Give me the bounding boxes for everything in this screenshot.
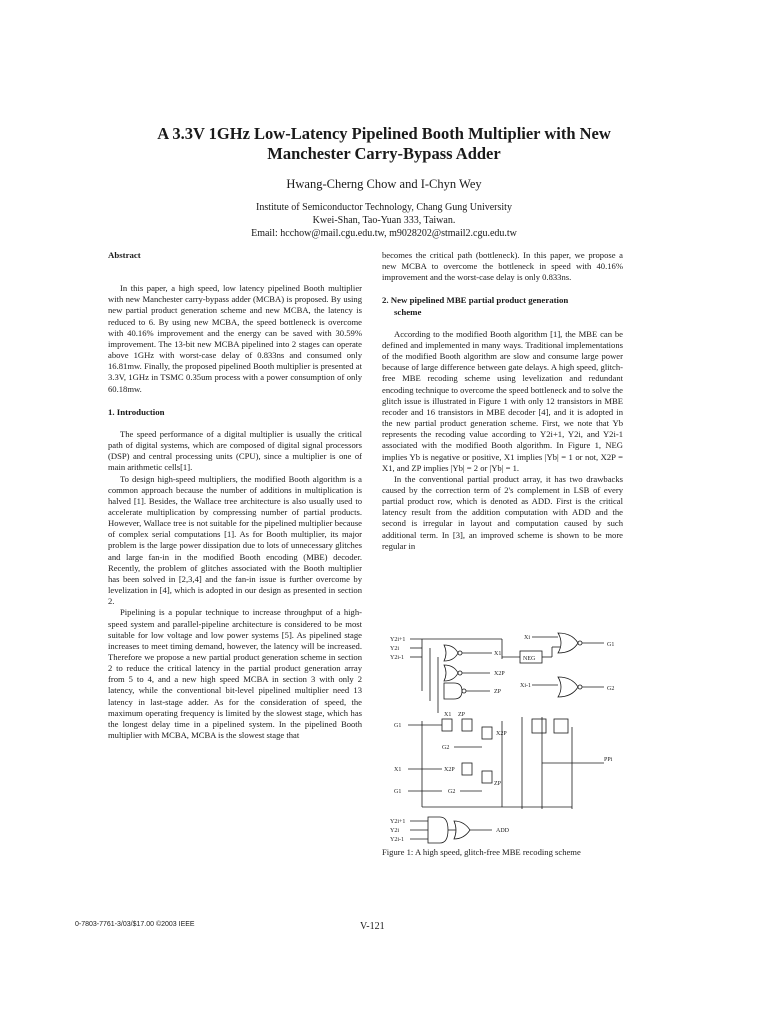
label-pp: PPi — [604, 757, 613, 763]
xnor-gate — [444, 645, 458, 661]
intro-paragraph-1: The speed performance of a digital multiplier is usually the critical path of digital systems, which are composed of digital signal processors (DSP) and central processing units (CPU), since a multiplier is one of main arithmetic cells[1]. — [108, 428, 362, 473]
label-zp-net: ZP — [458, 712, 466, 718]
x2p-gate — [444, 665, 458, 681]
label-xi: Xi — [524, 635, 530, 641]
intro-continuation: becomes the critical path (bottleneck). In this paper, we propose a new MCBA to overcome the bottleneck in speed with 40.16% improvement and the worst-case delay is only 0.833ns. — [382, 250, 623, 283]
label-y2im1-add: Y2i-1 — [390, 837, 404, 843]
label-y2i-add: Y2i — [390, 828, 399, 834]
mbe-recoding-schematic — [382, 631, 628, 845]
affiliation — [80, 201, 688, 240]
label-x1-lower: X1 — [394, 767, 402, 773]
label-g2-net: G2 — [442, 745, 450, 751]
label-x2p-net: X2P — [496, 731, 507, 737]
g2-gate — [558, 677, 578, 697]
figure-1-circuit — [382, 631, 628, 845]
inverter-bubble — [458, 651, 462, 655]
zp-bubble — [462, 689, 466, 693]
abstract-heading: Abstract — [108, 250, 141, 260]
label-neg: NEG — [523, 656, 536, 662]
label-g1-lower: G1 — [394, 789, 402, 795]
label-y2i1: Y2i+1 — [390, 637, 406, 643]
label-x2p: X2P — [494, 671, 505, 677]
section2-heading-line-1: 2. New pipelined MBE partial product generation — [382, 295, 569, 306]
transistor-2 — [462, 719, 472, 731]
intro-heading: 1. Introduction — [108, 406, 165, 417]
affiliation-line-2: Kwei-Shan, Tao-Yuan 333, Taiwan. — [312, 215, 456, 226]
label-y2i: Y2i — [390, 646, 399, 652]
label-x1-net: X1 — [444, 712, 452, 718]
label-zp: ZP — [494, 689, 502, 695]
transistor-6 — [462, 763, 472, 775]
label-y2i1-add: Y2i+1 — [390, 819, 406, 825]
label-xim1: Xi-1 — [520, 683, 531, 689]
g1-bubble — [578, 641, 582, 645]
section2-heading — [382, 295, 623, 317]
right-column — [382, 250, 623, 552]
zp-gate — [444, 683, 462, 699]
transistor-3 — [482, 727, 492, 739]
transistor-4 — [532, 719, 546, 733]
add-and-gate — [428, 817, 448, 843]
label-y2im1: Y2i-1 — [390, 655, 404, 661]
x2p-bubble — [458, 671, 462, 675]
figure-1-caption: Figure 1: A high speed, glitch-free MBE recoding scheme — [382, 847, 581, 857]
g2-bubble — [578, 685, 582, 689]
label-g2-lower: G2 — [448, 789, 456, 795]
title-line-1: A 3.3V 1GHz Low-Latency Pipelined Booth Multiplier with New — [157, 124, 611, 143]
label-g1-net: G1 — [394, 723, 402, 729]
title-line-2: Manchester Carry-Bypass Adder — [267, 144, 501, 163]
label-x2p-lower: X2P — [444, 767, 455, 773]
transistor-5 — [554, 719, 568, 733]
affiliation-email: Email: hcchow@mail.cgu.edu.tw, m9028202@stmail2.cgu.edu.tw — [251, 228, 517, 239]
label-g2: G2 — [607, 686, 615, 692]
paper-title — [80, 124, 688, 164]
label-x1: X1 — [494, 651, 502, 657]
add-or-gate — [454, 821, 470, 839]
page-number: V-121 — [360, 921, 385, 932]
transistor-1 — [442, 719, 452, 731]
intro-paragraph-2: To design high-speed multipliers, the modified Booth algorithm is a common approach because the number of additions in multiplication is halved [1]. Besides, the Wallace tree architecture is also usually used to accelerate multiplication by compressing number of partial products. However, Wallace tree is not suitable for the pipelined multiplier because of complex serial computations [1]. As for Booth multiplier, its major problem is the large power dissipation due to lots of unnecessary glitches and large fan-in in the modified Booth encoding (MBE) decoder. Recently, the problem of glitches associated with the Booth multiplier has been solved in [2,3,4] and the fan-in issue is further overcome by levelization in [4], which is adopted in our design as presented in section 2. — [108, 473, 362, 607]
section2-paragraph-2: In the conventional partial product array, it has two drawbacks caused by the correction term of 2's complement in LSB of every partial product row, which is denoted as ADD. First is the critical latency result from the addition computation with ADD and the second is irregular in layout and computation caused by such additional term. In [3], an improved scheme is shown to be more regular in — [382, 473, 623, 551]
transistor-7 — [482, 771, 492, 783]
g1-gate — [558, 633, 578, 653]
affiliation-line-1: Institute of Semiconductor Technology, Chang Gung University — [256, 202, 512, 213]
intro-paragraph-3: Pipelining is a popular technique to increase throughput of a high-speed system and parallel-pipeline architecture is considered to be most suitable for low voltage and low power systems [5]. As pipelined stage increases to meet timing demand, however, the latency will be increased. Therefore we propose a new partial product generation scheme in section 2 to reduce the critical latency in the partial product generation array from 5 to 4, and a new high speed MCBA in section 3 with only 2 latency, while the conventional bit-level pipelined multiplier need 13 latency in last-stage adder. As for the consideration of speed, the maximum operating frequency is limited by the slowest stage, which has the longest delay time in a pipelined system. In the pipelined Booth multiplier with MCBA, MCBA is the slowest stage that — [108, 607, 362, 741]
label-add: ADD — [496, 828, 509, 834]
label-zp-lower: ZP — [494, 781, 502, 787]
section2-heading-line-2: scheme — [394, 306, 422, 317]
left-column — [108, 250, 362, 741]
label-g1: G1 — [607, 642, 615, 648]
section2-paragraph-1: According to the modified Booth algorithm [1], the MBE can be defined and implemented in many ways. Traditional implementations of the modified Booth algorithm are slow and consume large power because of large difference between gate delays. A high speed, glitch-free MBE recoding scheme using levelization and redundant encoding technique to overcome the speed bottleneck and to solve the glitch issue is illustrated in Figure 1 with only 12 transistors in MBE recoder and 16 transistors in MBE decoder [4], and it is adopted in the new partial product generation scheme. First, we note that Yb represents the recoding value according to Y2i+1, Y2i, and Y2i-1 associated with the modified Booth algorithm. In Figure 1, NEG implies Yb is negative or positive, X1 implies |Yb| = 1 or not, X2P = X1, and ZP implies |Yb| = 2 or |Yb| = 1. — [382, 328, 623, 473]
abstract-text: In this paper, a high speed, low latency pipelined Booth multiplier with new Manchester carry-bypass adder (MCBA) is proposed. By using new partial product generation scheme and new MCBA, the latency is reduced to 6. By using new MCBA, the speed bottleneck is overcome with 40.16% improvement and the energy can be saved with 30.59% improvement. The 13-bit new MCBA pipelined into 2 stages can operate above 1GHz with worst-case delay of 0.833ns and consumed only 16.81mw. Finally, the proposed pipelined Booth multiplier is presented at 3.3V, 1GHz in TSMC 0.35um process with a power consumption of only 60.18mw. — [108, 283, 362, 394]
footer-isbn: 0-7803-7761-3/03/$17.00 ©2003 IEEE — [75, 921, 195, 928]
authors: Hwang-Cherng Chow and I-Chyn Wey — [286, 177, 482, 191]
